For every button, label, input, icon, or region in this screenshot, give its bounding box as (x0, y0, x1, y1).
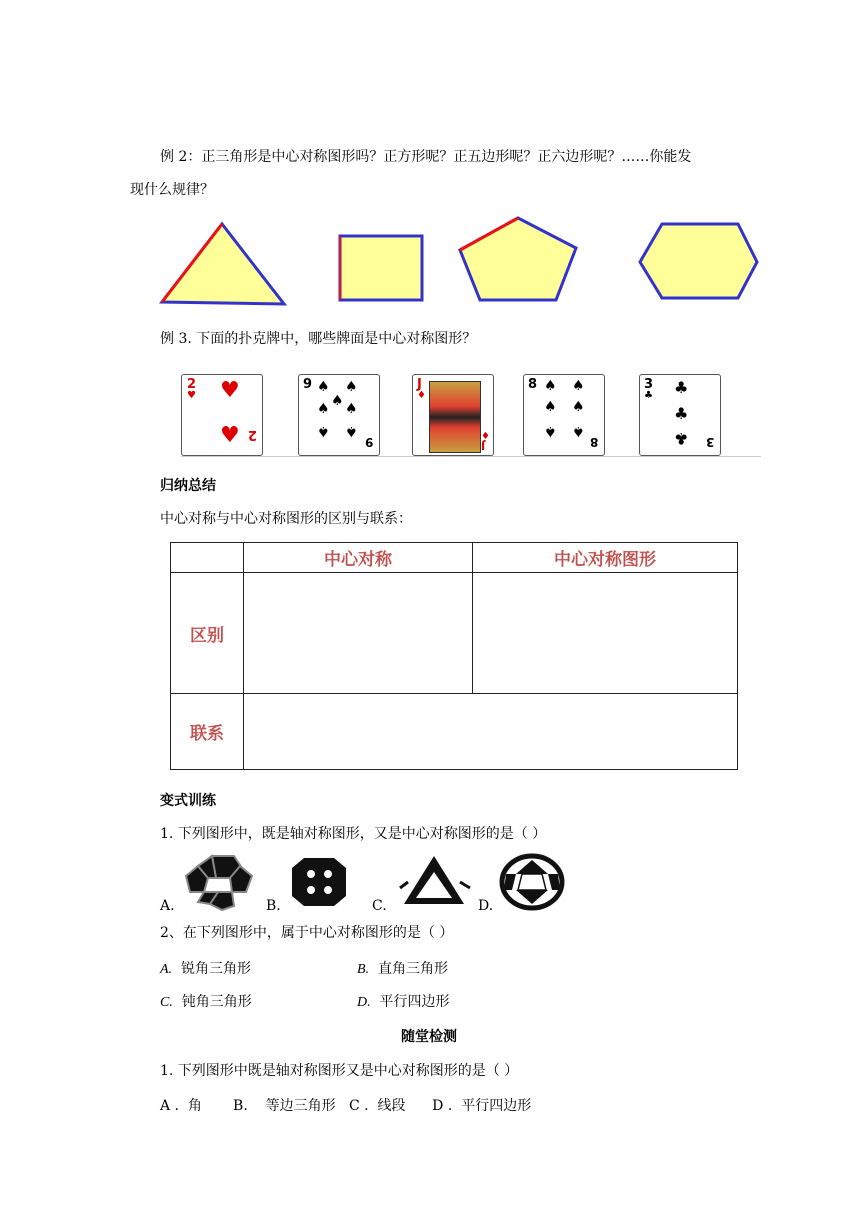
spade-icon: ♠ (544, 378, 557, 394)
club-icon: ♣ (674, 404, 689, 423)
example2-line2: 现什么规律？ (130, 182, 214, 198)
jack-face-art (429, 381, 481, 453)
option-text: 平行四边形 (379, 994, 450, 1010)
heart-icon: ♥ (220, 423, 240, 448)
square (340, 236, 422, 300)
option-d-figure (502, 856, 562, 908)
card-jack-diamonds (412, 374, 494, 456)
spade-icon: ♠ (317, 401, 330, 417)
heart-icon: ♥ (220, 378, 240, 403)
card-8-spades (523, 374, 605, 456)
summary-intro: 中心对称与中心对称图形的区别与联系： (160, 511, 412, 527)
diamond-icon: ♦ (481, 431, 490, 442)
card-rank-inverted: 8 (590, 435, 599, 449)
example2-line1: 例 2：正三角形是中心对称图形吗？正方形呢？正五边形呢？正六边形呢？……你能发 (160, 149, 692, 165)
spade-icon: ♠ (345, 423, 358, 439)
training-q1: 1. 下列图形中，既是轴对称图形，又是中心对称图形的是（ ） (160, 826, 547, 842)
card-rank-inverted: 2 (248, 427, 258, 442)
spade-icon: ♠ (572, 399, 585, 415)
example3-text: 例 3. 下面的扑克牌中，哪些牌面是中心对称图形？ (160, 331, 477, 347)
option-letter: B. (357, 962, 370, 977)
club-icon: ♣ (674, 429, 689, 448)
club-icon: ♣ (674, 378, 689, 397)
q2-option-a[interactable] (160, 958, 251, 978)
check-q1: 1. 下列图形中既是轴对称图形又是中心对称图形的是（ ） (160, 1063, 519, 1079)
spade-icon: ♠ (544, 399, 557, 415)
spade-icon: ♠ (345, 379, 358, 395)
spade-icon: ♠ (317, 423, 330, 439)
diamond-icon: ♦ (417, 390, 426, 401)
divider (181, 456, 761, 457)
check-heading: 随堂检测 (401, 1029, 457, 1045)
check-q1-options[interactable]: A . 角 B. 等边三角形 C . 线段 D . 平行四边形 (160, 1098, 532, 1114)
equilateral-triangle (162, 224, 284, 304)
option-text: 直角三角形 (377, 961, 448, 977)
spade-icon: ♠ (317, 379, 330, 395)
q2-option-b[interactable] (357, 958, 448, 978)
option-b-figure (292, 858, 346, 906)
option-a-figure (186, 856, 252, 910)
q1-option-a[interactable]: A. (160, 898, 175, 914)
table-header-centrosymmetric-figure: 中心对称图形 (473, 543, 738, 573)
q1-option-b[interactable]: B. (266, 898, 281, 914)
training-q2: 2、在下列图形中，属于中心对称图形的是（ ） (160, 925, 454, 941)
table-header-central-symmetry: 中心对称 (244, 543, 473, 573)
table-row-label-connection: 联系 (171, 694, 244, 770)
heart-icon: ♥ (187, 390, 196, 401)
spade-icon: ♠ (345, 401, 358, 417)
pentagon (460, 218, 576, 300)
card-rank-inverted: J (481, 439, 486, 452)
q1-option-d[interactable]: D. (478, 898, 494, 914)
card-rank-inverted: 3 (706, 435, 715, 449)
card-rank: 8 (528, 377, 538, 392)
card-rank-inverted: 9 (365, 435, 374, 449)
card-9-spades (298, 374, 380, 456)
comparison-table (170, 542, 738, 770)
regular-polygons-figure (150, 210, 770, 310)
connection-cell[interactable] (244, 694, 738, 770)
q1-option-c[interactable]: C. (372, 898, 387, 914)
spade-icon: ♠ (572, 423, 585, 439)
q2-option-c[interactable] (160, 991, 252, 1011)
difference-figure-cell[interactable] (473, 573, 738, 694)
option-letter: C. (160, 995, 173, 1010)
option-text: 钝角三角形 (181, 994, 252, 1010)
spade-icon: ♠ (572, 378, 585, 394)
card-rank: 3 (644, 377, 654, 392)
option-letter: D. (357, 995, 371, 1010)
training-heading: 变式训练 (160, 793, 216, 809)
card-rank: J (417, 377, 422, 392)
q2-option-d[interactable] (357, 991, 450, 1011)
club-icon: ♣ (644, 390, 653, 401)
option-c-figure (400, 856, 470, 904)
difference-central-symmetry-cell[interactable] (244, 573, 473, 694)
option-letter: A. (160, 962, 173, 977)
card-3-clubs (639, 374, 721, 456)
option-text: 锐角三角形 (180, 961, 251, 977)
card-rank: 9 (303, 377, 313, 392)
spade-icon: ♠ (544, 423, 557, 439)
table-corner-cell (171, 543, 244, 573)
card-2-hearts (181, 374, 263, 456)
hexagon (640, 224, 757, 298)
card-rank: 2 (187, 377, 197, 392)
table-row-label-difference: 区别 (171, 573, 244, 694)
spade-icon: ♠ (331, 393, 344, 409)
summary-heading: 归纳总结 (160, 478, 216, 494)
